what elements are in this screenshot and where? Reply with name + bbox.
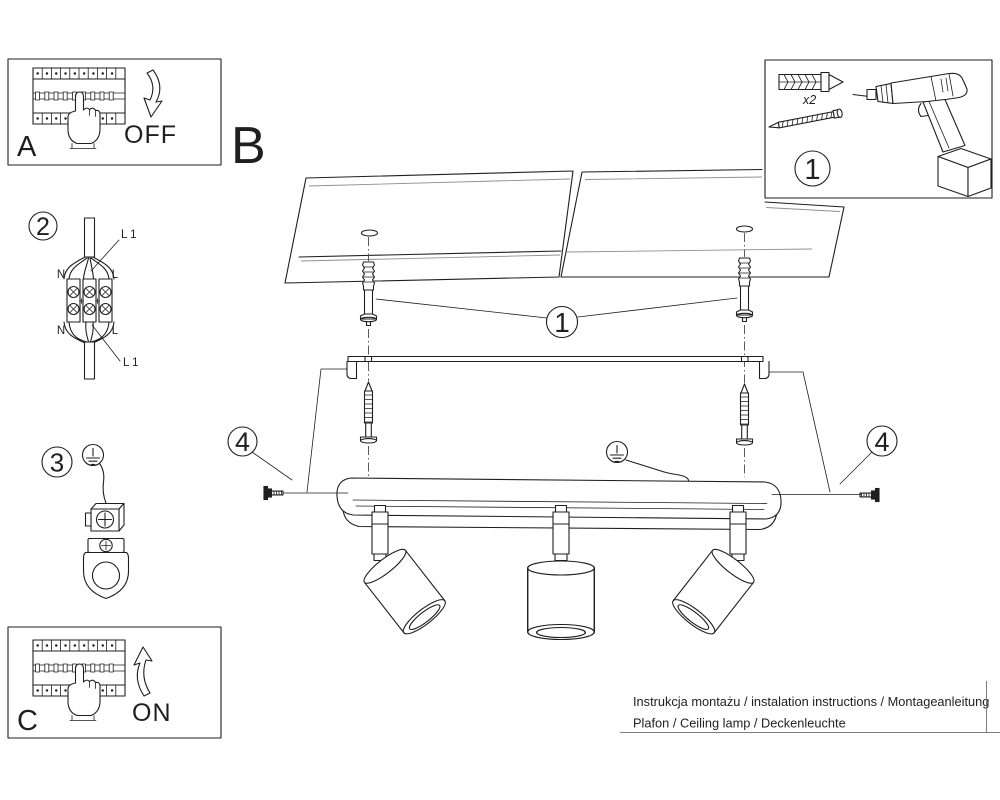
label-l-bottom: L <box>111 325 119 337</box>
off-label: OFF <box>124 121 177 149</box>
swivel-left <box>372 506 388 561</box>
label-n-bottom: N <box>56 325 66 337</box>
wiring-step <box>29 212 139 379</box>
bracket-hook-left <box>347 362 357 379</box>
step-2-number: 2 <box>36 213 50 241</box>
footer-line-1: Instrukcja montażu / instalation instructions / Montageanleitung <box>633 694 990 709</box>
section-b-letter: B <box>231 117 266 175</box>
wires-top <box>64 257 114 279</box>
callout-1-number: 1 <box>554 307 570 338</box>
callout-4-right-number: 4 <box>874 427 890 457</box>
side-screw-right-icon <box>860 489 879 502</box>
ground-symbol-icon <box>607 442 628 463</box>
mounting-bracket <box>307 357 830 493</box>
footer-line-2: Plafon / Ceiling lamp / Deckenleuchte <box>633 715 846 731</box>
side-screw-left-icon <box>264 487 283 500</box>
wires-bottom <box>64 322 114 343</box>
callout-4-left-leader <box>252 452 292 480</box>
cable-top <box>85 218 95 257</box>
drill-hole-left <box>362 230 378 236</box>
terminal-col-mid <box>83 279 96 322</box>
terminal-col-right <box>99 279 112 322</box>
ground-symbol-icon <box>83 445 104 466</box>
drill-hole-right <box>737 226 753 232</box>
callout-4-right-leader <box>840 452 872 484</box>
wall-anchor-right-icon <box>737 258 753 322</box>
step-a-box <box>8 59 221 165</box>
ground-step <box>42 445 129 599</box>
on-label: ON <box>132 699 172 727</box>
label-l-top: L <box>111 269 119 281</box>
step-c-box <box>8 627 221 738</box>
cable-bottom <box>85 342 95 379</box>
step-a-letter: A <box>17 131 37 163</box>
qty-label: x2 <box>803 93 817 107</box>
swivel-right <box>730 506 746 561</box>
label-l1-bottom: L 1 <box>123 357 139 369</box>
step-3-number: 3 <box>49 447 65 478</box>
side-screw-left-group <box>228 427 348 500</box>
spot-head-mid-icon <box>528 561 595 640</box>
ground-wire <box>100 464 107 504</box>
ground-terminal <box>86 504 125 532</box>
label-l1-top: L 1 <box>121 229 137 241</box>
leader-l1-top <box>91 240 119 271</box>
ceiling-panel-left <box>285 171 573 283</box>
bracket-hook-right <box>760 362 770 379</box>
hardware-box <box>765 60 992 198</box>
hardware-box-number: 1 <box>804 154 821 186</box>
step-c-letter: C <box>17 705 38 737</box>
mounting-screw-left-icon <box>361 382 377 443</box>
side-screw-right-group <box>772 426 897 502</box>
footer <box>620 681 1000 733</box>
wall-anchor-left-icon <box>361 262 377 326</box>
label-n-top: N <box>56 269 66 281</box>
bracket-bar <box>348 357 763 362</box>
projection-line-left <box>307 369 347 492</box>
mounting-screw-right-icon <box>737 384 753 445</box>
assembly-ground <box>607 442 690 486</box>
terminal-col-left <box>67 279 80 322</box>
projection-line-right <box>769 372 830 492</box>
anchor-assembly <box>361 233 753 477</box>
callout-4-left-number: 4 <box>234 427 251 457</box>
swivel-mid <box>553 506 569 561</box>
lamp-fixture <box>337 478 781 640</box>
ground-bracket-plate <box>84 539 129 599</box>
